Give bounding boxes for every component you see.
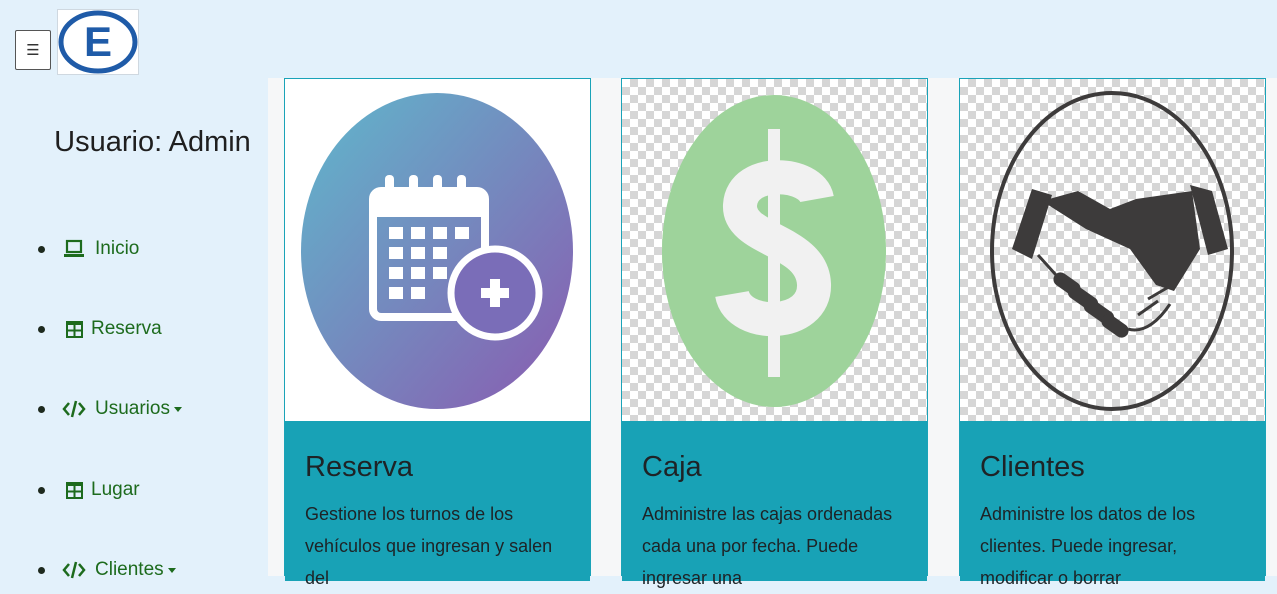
table-icon (63, 318, 85, 340)
caret-down-icon (174, 407, 182, 412)
caret-down-icon (168, 568, 176, 573)
main-content (268, 78, 1277, 588)
card-title: Clientes (980, 451, 1085, 483)
sidebar-item-inicio[interactable] (38, 234, 139, 264)
card-text: Administre las cajas ordenadas cada una por fecha. Puede ingresar una (642, 504, 893, 588)
sidebar-item-reserva[interactable] (38, 314, 162, 344)
card-title: Reserva (305, 451, 413, 483)
card-text: Administre los datos de los clientes. Puede ingresar, modificar o borrar (980, 504, 1196, 588)
bullet (38, 246, 45, 253)
brand-logo[interactable] (57, 9, 139, 75)
sidebar-item-usuarios[interactable] (38, 394, 182, 424)
bullet (38, 406, 45, 413)
card-image (285, 79, 590, 421)
laptop-icon (63, 238, 85, 260)
user-title: Usuario: Admin (54, 126, 251, 158)
card-reserva[interactable] (284, 78, 591, 588)
sidebar-item-label: Usuarios (95, 398, 170, 419)
dollar-icon (622, 79, 927, 421)
sidebar-item-lugar[interactable] (38, 475, 140, 505)
card-image (622, 79, 927, 421)
handshake-icon (960, 79, 1265, 421)
logo-icon (58, 10, 138, 74)
card-caja[interactable] (621, 78, 928, 588)
bullet (38, 487, 45, 494)
card-body (622, 421, 927, 588)
card-image (960, 79, 1265, 421)
table-icon (63, 479, 85, 501)
sidebar-item-label: Reserva (91, 318, 162, 339)
sidebar (0, 78, 268, 580)
sidebar-item-label: Lugar (91, 479, 140, 500)
sidebar-item-label: Inicio (95, 238, 140, 259)
sidebar-item-clientes[interactable] (38, 555, 176, 585)
card-clientes[interactable] (959, 78, 1266, 588)
top-navbar (0, 0, 1277, 78)
card-title: Caja (642, 451, 702, 483)
code-icon (63, 398, 85, 420)
card-text: Gestione los turnos de los vehículos que ingresan y salen del (305, 504, 553, 588)
code-icon (63, 559, 85, 581)
menu-icon: ☰ (26, 41, 40, 59)
card-body (960, 421, 1265, 588)
sidebar-item-label: Clientes (95, 559, 164, 580)
menu-toggle-button[interactable] (15, 30, 51, 70)
card-body (285, 421, 590, 588)
logo-letter: E (83, 18, 113, 65)
bullet (38, 326, 45, 333)
calendar-add-icon (285, 79, 590, 421)
bullet (38, 567, 45, 574)
